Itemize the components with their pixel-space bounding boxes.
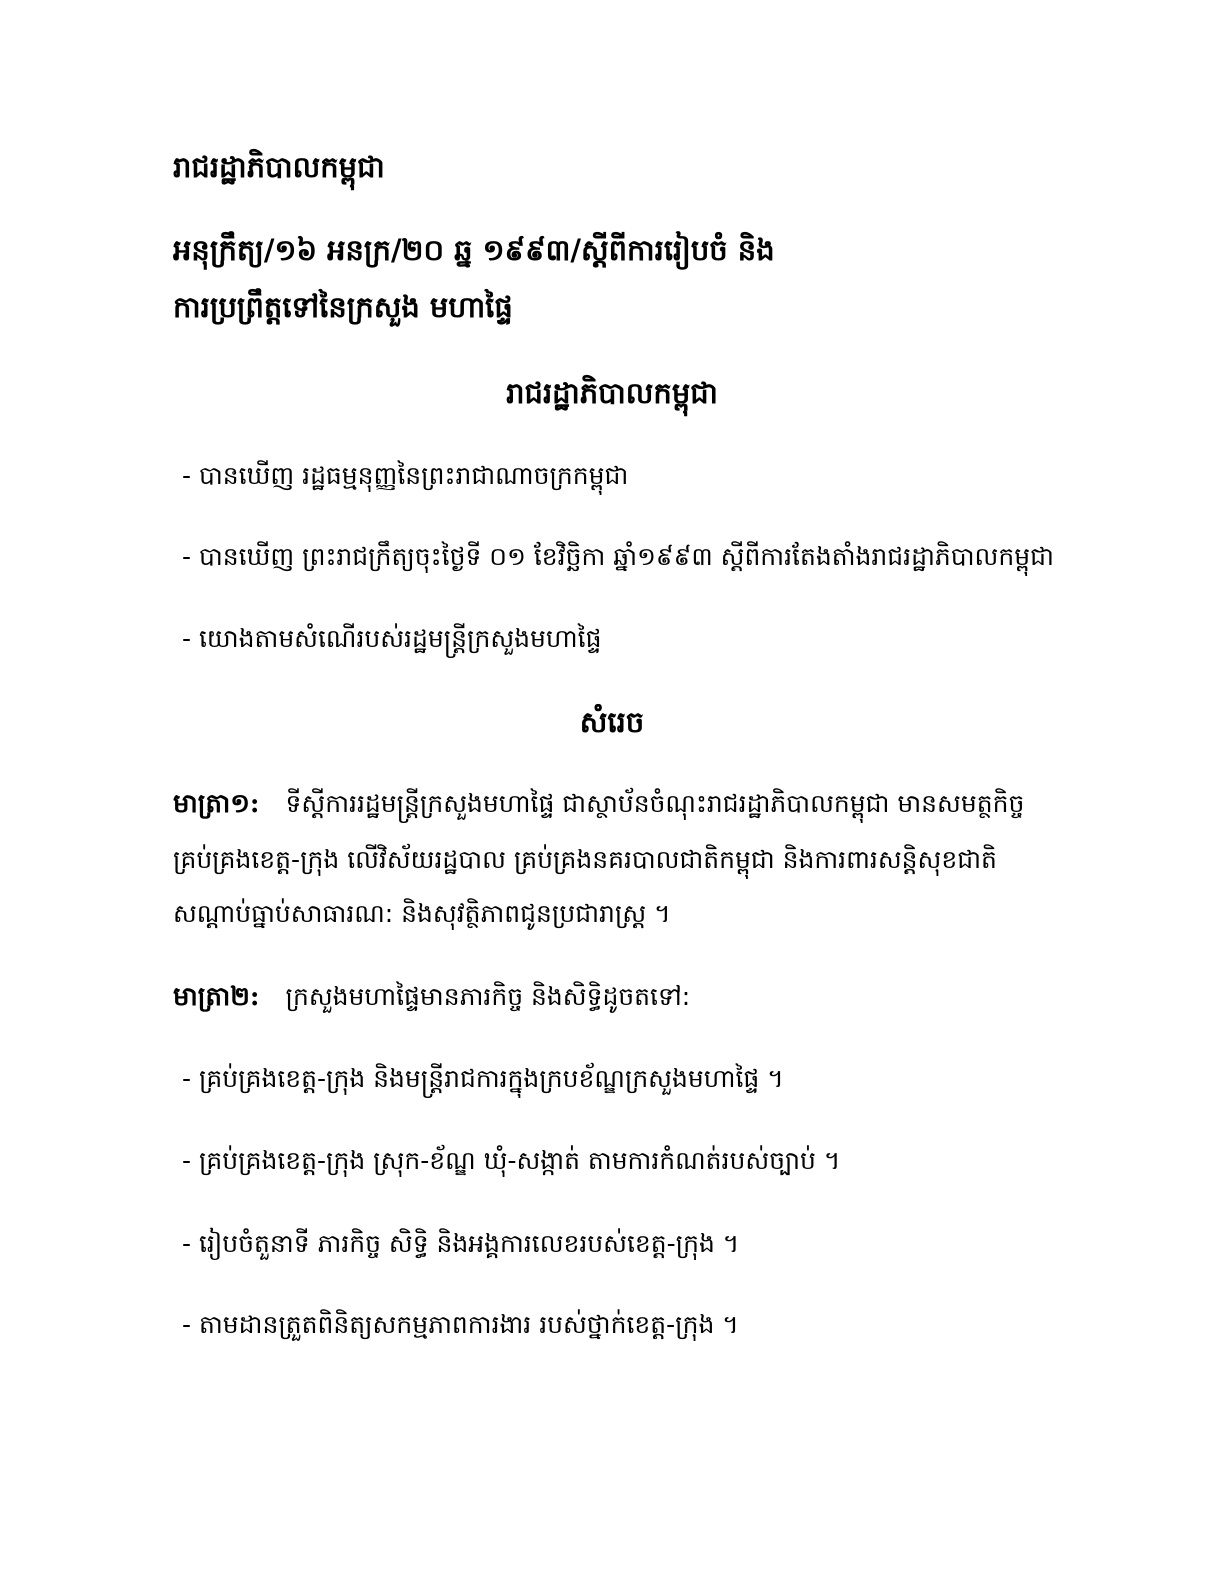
preamble-item-1: - បានឃើញ រដ្ឋធម្មនុញ្ញនៃព្រះរាជាណាចក្រកម្ពុជា [182, 461, 629, 490]
decree-title-line-2: ការប្រព្រឹត្តទៅនៃក្រសួង មហាផ្ទៃ [173, 290, 513, 324]
government-heading: រាជរដ្ឋាភិបាលកម្ពុជា [173, 150, 385, 184]
article-2-item-4: - តាមដានត្រួតពិនិត្យសកម្មភាពការងារ របស់ថ្នាក់ខេត្ត-ក្រុង ។ [182, 1310, 739, 1339]
preamble-item-3: - យោងតាមសំណើរបស់រដ្ឋមន្ត្រីក្រសួងមហាផ្ទៃ [182, 624, 602, 653]
article-2-label: មាត្រា២: [173, 982, 260, 1012]
article-2-item-3: - រៀបចំតួនាទី ភារកិច្ច សិទ្ធិ និងអង្គការលេខរបស់ខេត្ត-ក្រុង ។ [182, 1229, 740, 1258]
article-2-item-1: - គ្រប់គ្រងខេត្ត-ក្រុង និងមន្ត្រីរាជការក្នុងក្របខ័ណ្ឌក្រសួងមហាផ្ទៃ ។ [182, 1064, 784, 1093]
article-2-line [173, 983, 690, 1012]
article-1-line-3: សណ្ដាប់ធ្នាប់សាធារណ: និងសុវត្ថិភាពជូនប្រជារាស្ត្រ ។ [173, 899, 671, 928]
article-2-item-2: - គ្រប់គ្រងខេត្ត-ក្រុង ស្រុក-ខ័ណ្ឌ ឃុំ-សង្កាត់ តាមការកំណត់របស់ច្បាប់ ។ [182, 1146, 841, 1175]
preamble-item-2: - បានឃើញ ព្រះរាជក្រឹត្យចុះថ្ងៃទី ០១ ខែវិច្ឆិកា ឆ្នាំ១៩៩៣ ស្ដីពីការតែងតាំងរាជរដ្ឋាភិបាលកម្ពុជា [182, 542, 1054, 571]
article-1-label: មាត្រា១: [173, 789, 260, 819]
decree-title-line-1: អនុក្រឹត្យ/១៦ អនក្រ/២០ ឆ្ន ១៩៩៣/ស្ដីពីការរៀបចំ និង [173, 233, 775, 267]
center-government-heading: រាជរដ្ឋាភិបាលកម្ពុជា [506, 376, 718, 410]
article-1-line-1 [173, 790, 1024, 819]
decision-heading: សំរេច [579, 705, 645, 739]
article-1-line-2: គ្រប់គ្រងខេត្ត-ក្រុង លើវិស័យរដ្ឋបាល គ្រប់គ្រងនគរបាលជាតិកម្ពុជា និងការពារសន្តិសុខជាតិ [173, 845, 997, 874]
article-2-intro: ក្រសួងមហាផ្ទៃមានភារកិច្ច និងសិទ្ធិដូចតទៅ: [285, 982, 691, 1011]
article-1-text-line-1: ទីស្ដីការរដ្ឋមន្ត្រីក្រសួងមហាផ្ទៃ ជាស្ថាប័នចំណុះរាជរដ្ឋាភិបាលកម្ពុជា មានសមត្ថកិច្ច [285, 789, 1025, 818]
